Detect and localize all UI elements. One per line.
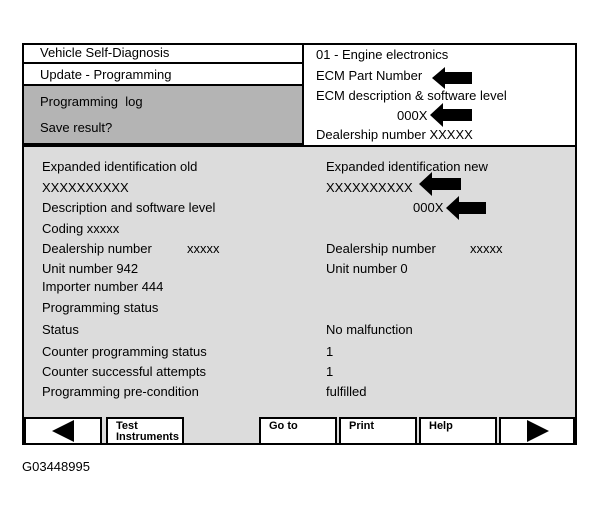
bottom-toolbar [24,415,575,443]
new-identification-value: XXXXXXXXXX [326,180,413,195]
arrow-left-icon [432,67,472,94]
back-button[interactable] [24,417,102,445]
diagnostic-screen [22,43,577,445]
figure-caption: G03448995 [22,459,90,474]
triangle-right-icon [501,419,573,443]
ecm-description-label: ECM description & software level [316,88,507,103]
log-save-box [24,86,302,145]
counter-programming-value: 1 [326,344,334,359]
update-programming-item[interactable]: Update - Programming [24,64,302,86]
print-button[interactable] [339,417,417,445]
coding-label: Coding xxxxx [42,221,120,236]
go-to-button[interactable] [259,417,337,445]
arrow-left-icon [446,196,486,225]
old-identification-value: XXXXXXXXXX [42,180,129,195]
help-button[interactable] [419,417,497,445]
counter-programming-label: Counter programming status [42,344,207,359]
importer-number: Importer number 444 [42,279,164,294]
test-instruments-label-line2: Instruments [116,431,179,443]
precondition-label: Programming pre-condition [42,384,199,399]
identification-area [24,145,575,415]
test-instruments-button[interactable] [106,417,184,445]
help-label: Help [429,420,453,432]
save-result-label[interactable]: Save result? [40,120,113,135]
programming-status-label: Programming status [42,300,159,315]
programming-log-label[interactable]: Programming log [40,94,143,109]
dealership-number-label: Dealership number XXXXX [316,127,473,142]
triangle-left-icon [26,419,100,443]
module-label: 01 - Engine electronics [316,47,449,62]
dealership-new-value: xxxxx [470,241,503,256]
dealership-new-label: Dealership number [326,241,436,256]
arrow-left-icon [430,103,472,132]
status-value: No malfunction [326,322,413,337]
ecm-part-number-label: ECM Part Number [316,68,423,83]
new-identification-header: Expanded identification new [326,159,488,174]
forward-button[interactable] [499,417,575,445]
left-header-panel [24,45,302,145]
vehicle-self-diagnosis-title[interactable]: Vehicle Self-Diagnosis [24,45,302,64]
unit-number-new: Unit number 0 [326,261,408,276]
counter-successful-label: Counter successful attempts [42,364,207,379]
precondition-value: fulfilled [326,384,367,399]
description-software-label: Description and software level [42,200,216,215]
new-software-value: 000X [413,200,444,215]
test-instruments-label-line1: Test [116,420,138,432]
dealership-old-label: Dealership number [42,241,152,256]
ecm-software-value: 000X [397,108,428,123]
dealership-old-value: xxxxx [187,241,220,256]
go-to-label: Go to [269,420,298,432]
status-label: Status [42,322,79,337]
print-label: Print [349,420,375,432]
old-identification-header: Expanded identification old [42,159,198,174]
counter-successful-value: 1 [326,364,334,379]
unit-number-old: Unit number 942 [42,261,139,276]
